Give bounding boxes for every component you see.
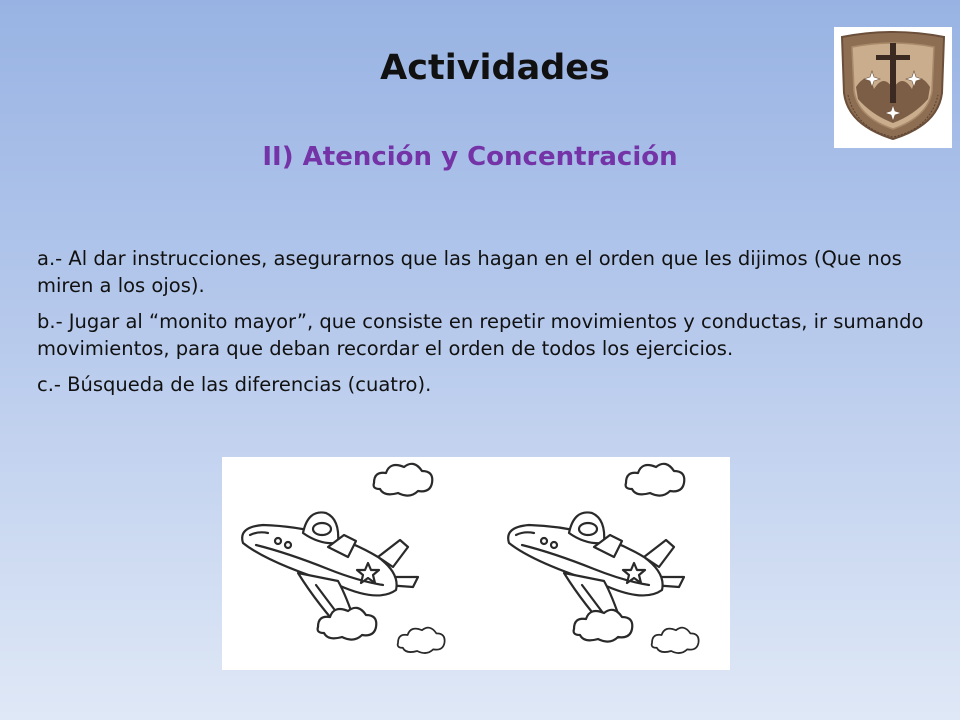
paragraph-a: a.- Al dar instrucciones, asegurarnos que las hagan en el orden que les dijimos (Que nos miren a los ojos).: [37, 247, 902, 297]
paragraph-c: c.- Búsqueda de las diferencias (cuatro).: [37, 373, 432, 396]
slide-subtitle: II) Atención y Concentración: [262, 142, 678, 172]
slide-title: Actividades: [380, 48, 610, 88]
paragraph-b: b.- Jugar al “monito mayor”, que consiste en repetir movimientos y conductas, ir sumando movimientos, para que deban recordar el orden de todos los ejercicios.: [37, 310, 924, 360]
spot-the-difference-figure: [222, 457, 730, 670]
school-crest-icon: [834, 27, 952, 148]
school-logo: [834, 27, 952, 148]
spot-the-difference-airplanes-icon: [222, 457, 730, 670]
slide-content: [37, 245, 927, 407]
